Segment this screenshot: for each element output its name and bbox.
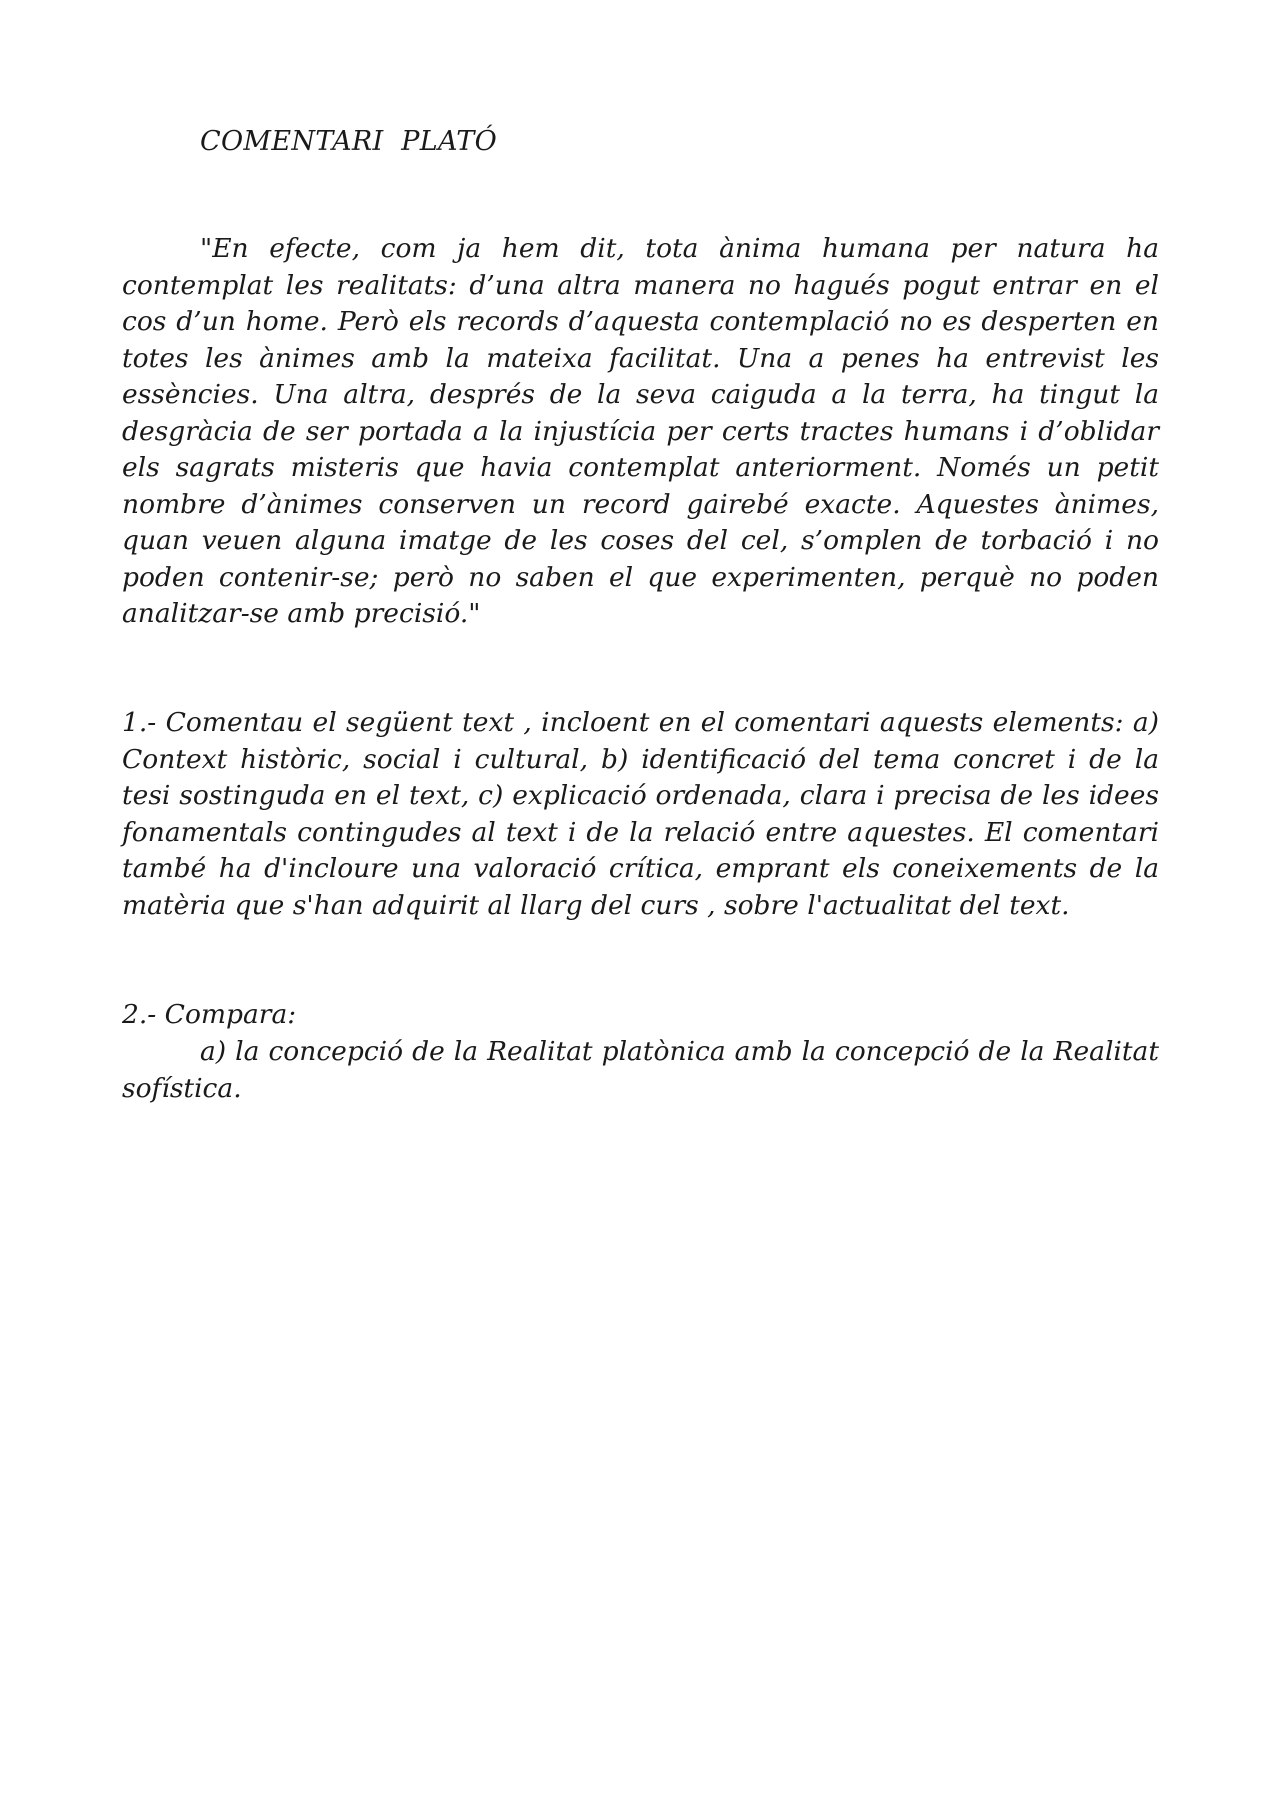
document-title: COMENTARI PLATÓ xyxy=(200,126,498,157)
question-2-heading-text: 2.- Compara: xyxy=(122,999,297,1030)
question-2-item-a xyxy=(122,1034,1159,1107)
question-2-item-a-text: a) la concepció de la Realitat platònica amb la concepció de la Realitat sofística. xyxy=(122,1036,1159,1104)
quote-text: "En efecte, com ja hem dit, tota ànima humana per natura ha contemplat les realitats: d’una altra manera no hagués pogut entrar en el cos d’un home. Però els records d’aquesta contemplació no es desperten en totes les ànimes amb la mateixa facilitat. Una a penes ha entrevist les essències. Una altra, després de la seva caiguda a la terra, ha tingut la desgràcia de ser portada a la injustícia per certs tractes humans i d’oblidar els sagrats misteris que havia contemplat anteriorment. Només un petit nombre d’ànimes conserven un record gairebé exacte. Aquestes ànimes, quan veuen alguna imatge de les coses del cel, s’omplen de torbació i no poden contenir-se; però no saben el que experimenten, perquè no poden analitzar-se amb precisió." xyxy=(122,233,1159,629)
question-1 xyxy=(122,705,1159,924)
quote-paragraph xyxy=(122,231,1159,633)
question-1-text: 1.- Comentau el següent text , incloent en el comentari aquests elements: a) Context històric, social i cultural, b) identificació del tema concret i de la tesi sostinguda en el text, c) explicació ordenada, clara i precisa de les idees fonamentals contingudes al text i de la relació entre aquestes. El comentari també ha d'incloure una valoració crítica, emprant els coneixements de la matèria que s'han adquirit al llarg del curs , sobre l'actualitat del text. xyxy=(122,707,1159,921)
question-2-heading xyxy=(122,997,1159,1034)
